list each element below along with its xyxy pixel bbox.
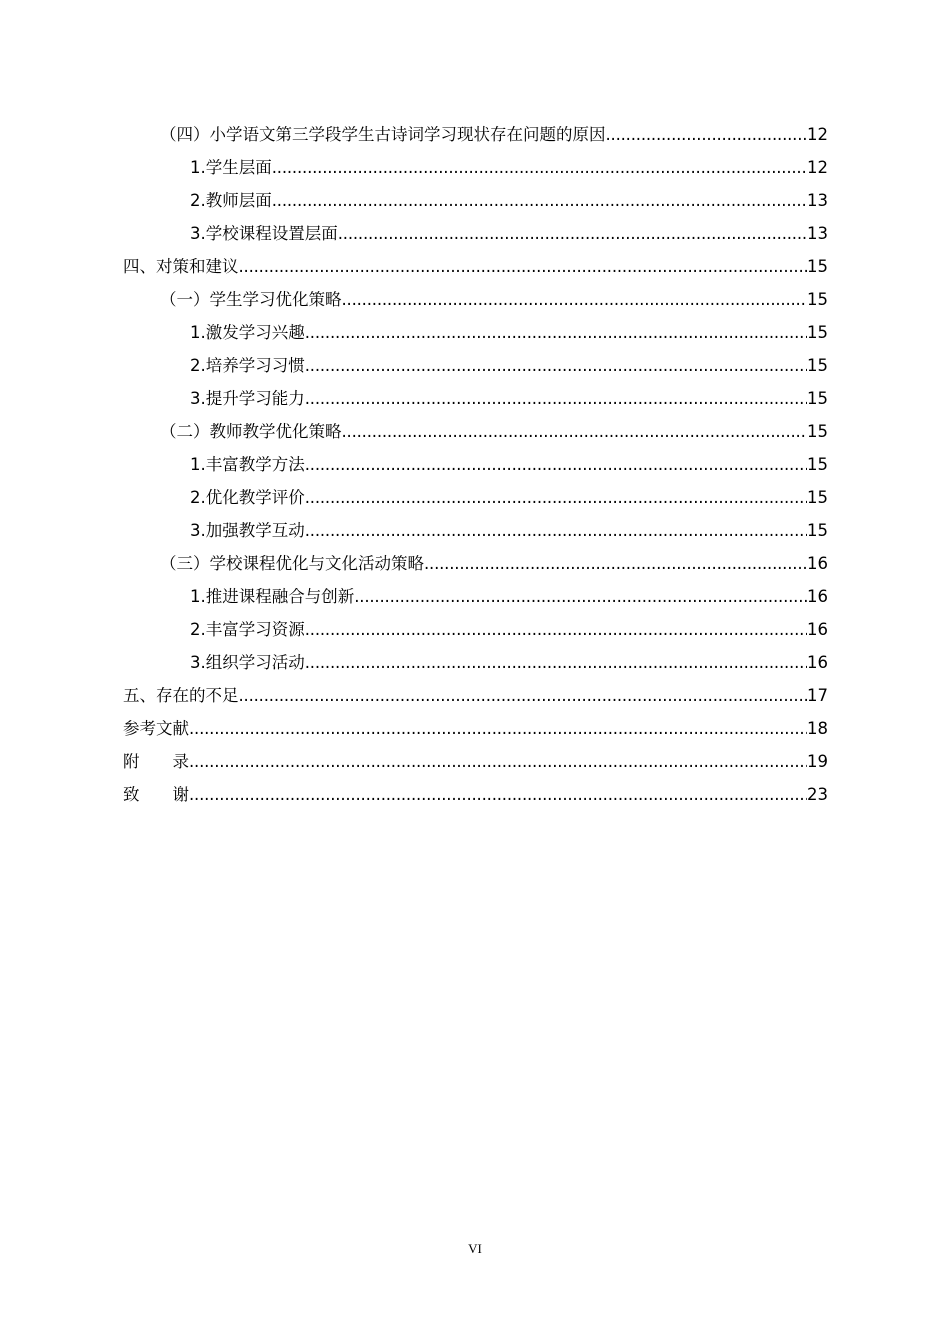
toc-page-number: 15 bbox=[807, 488, 828, 507]
toc-entry-title: 1.激发学习兴趣 bbox=[190, 323, 305, 342]
toc-entry-title: （三）学校课程优化与文化活动策略 bbox=[160, 554, 424, 573]
toc-dot-leader bbox=[305, 316, 807, 349]
toc-page-number: 23 bbox=[807, 785, 828, 804]
toc-entry[interactable] bbox=[0, 481, 950, 514]
toc-page-number: 12 bbox=[807, 125, 828, 144]
toc-page-number: 15 bbox=[807, 521, 828, 540]
toc-entry[interactable] bbox=[0, 118, 950, 151]
toc-entry-title: 3.提升学习能力 bbox=[190, 389, 305, 408]
table-of-contents bbox=[0, 118, 950, 811]
toc-page-number: 15 bbox=[807, 422, 828, 441]
toc-entry[interactable] bbox=[0, 316, 950, 349]
toc-dot-leader bbox=[305, 382, 807, 415]
toc-page-number: 19 bbox=[807, 752, 828, 771]
toc-entry[interactable] bbox=[0, 745, 950, 778]
toc-entry[interactable] bbox=[0, 448, 950, 481]
toc-dot-leader bbox=[342, 415, 808, 448]
toc-entry[interactable] bbox=[0, 547, 950, 580]
toc-entry[interactable] bbox=[0, 382, 950, 415]
toc-entry[interactable] bbox=[0, 679, 950, 712]
toc-dot-leader bbox=[189, 745, 807, 778]
toc-dot-leader bbox=[305, 349, 807, 382]
toc-entry-title: （二）教师教学优化策略 bbox=[160, 422, 342, 441]
toc-entry-title: 2.优化教学评价 bbox=[190, 488, 305, 507]
toc-entry[interactable] bbox=[0, 712, 950, 745]
toc-dot-leader bbox=[342, 283, 808, 316]
toc-dot-leader bbox=[305, 514, 807, 547]
toc-entry-title: 1.丰富教学方法 bbox=[190, 455, 305, 474]
toc-entry[interactable] bbox=[0, 250, 950, 283]
toc-entry[interactable] bbox=[0, 646, 950, 679]
toc-entry-title: 四、对策和建议 bbox=[123, 257, 239, 276]
toc-page-number: 15 bbox=[807, 257, 828, 276]
toc-entry-title: 2.教师层面 bbox=[190, 191, 272, 210]
toc-dot-leader bbox=[189, 778, 807, 811]
toc-entry[interactable] bbox=[0, 580, 950, 613]
toc-dot-leader bbox=[305, 646, 807, 679]
toc-entry-title: 3.学校课程设置层面 bbox=[190, 224, 338, 243]
toc-entry-title: 1.学生层面 bbox=[190, 158, 272, 177]
toc-dot-leader bbox=[239, 250, 808, 283]
toc-entry-title: 2.培养学习习惯 bbox=[190, 356, 305, 375]
toc-dot-leader bbox=[424, 547, 807, 580]
toc-page-number: 12 bbox=[807, 158, 828, 177]
toc-entry[interactable] bbox=[0, 184, 950, 217]
toc-entry-title: 1.推进课程融合与创新 bbox=[190, 587, 355, 606]
toc-page-number: 15 bbox=[807, 356, 828, 375]
toc-page-number: 17 bbox=[807, 686, 828, 705]
toc-entry-title: 3.组织学习活动 bbox=[190, 653, 305, 672]
toc-entry-title: 五、存在的不足 bbox=[123, 686, 239, 705]
toc-dot-leader bbox=[354, 580, 807, 613]
toc-page-number: 16 bbox=[807, 554, 828, 573]
toc-dot-leader bbox=[272, 184, 807, 217]
toc-entry[interactable] bbox=[0, 151, 950, 184]
toc-entry-title: 参考文献 bbox=[123, 719, 189, 738]
toc-dot-leader bbox=[305, 613, 807, 646]
toc-entry-title: 3.加强教学互动 bbox=[190, 521, 305, 540]
toc-dot-leader bbox=[272, 151, 807, 184]
toc-entry-title: （四）小学语文第三学段学生古诗词学习现状存在问题的原因 bbox=[160, 125, 606, 144]
page-number: VI bbox=[468, 1241, 482, 1256]
toc-page-number: 16 bbox=[807, 587, 828, 606]
toc-entry[interactable] bbox=[0, 613, 950, 646]
toc-dot-leader bbox=[239, 679, 808, 712]
toc-dot-leader bbox=[305, 481, 807, 514]
toc-entry[interactable] bbox=[0, 349, 950, 382]
toc-page-number: 15 bbox=[807, 290, 828, 309]
toc-dot-leader bbox=[305, 448, 807, 481]
toc-entry-title: 2.丰富学习资源 bbox=[190, 620, 305, 639]
toc-dot-leader bbox=[606, 118, 808, 151]
toc-entry-title: 附 录 bbox=[123, 752, 189, 771]
toc-page-number: 16 bbox=[807, 620, 828, 639]
toc-page-number: 16 bbox=[807, 653, 828, 672]
toc-entry[interactable] bbox=[0, 283, 950, 316]
toc-entry[interactable] bbox=[0, 217, 950, 250]
toc-entry-title: 致 谢 bbox=[123, 785, 189, 804]
toc-page-number: 15 bbox=[807, 389, 828, 408]
toc-entry[interactable] bbox=[0, 778, 950, 811]
toc-page-number: 18 bbox=[807, 719, 828, 738]
toc-page-number: 15 bbox=[807, 455, 828, 474]
toc-dot-leader bbox=[189, 712, 807, 745]
toc-entry[interactable] bbox=[0, 514, 950, 547]
toc-page-number: 13 bbox=[807, 224, 828, 243]
toc-entry-title: （一）学生学习优化策略 bbox=[160, 290, 342, 309]
toc-page-number: 15 bbox=[807, 323, 828, 342]
toc-entry[interactable] bbox=[0, 415, 950, 448]
page-number-footer bbox=[0, 1240, 950, 1258]
toc-dot-leader bbox=[338, 217, 807, 250]
toc-page-number: 13 bbox=[807, 191, 828, 210]
